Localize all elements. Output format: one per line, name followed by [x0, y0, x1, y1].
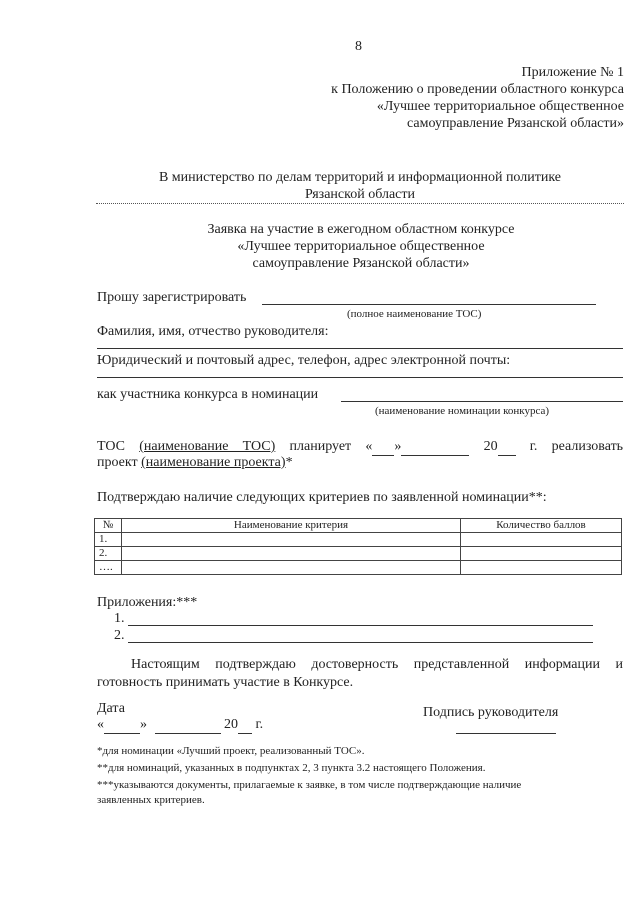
criteria-row-score-cell[interactable] — [461, 533, 622, 547]
criteria-header-name: Наименование критерия — [122, 519, 461, 533]
register-hint: (полное наименование ТОС) — [347, 308, 482, 320]
attachment-item-2-field[interactable] — [128, 642, 593, 643]
criteria-row-number: …. — [95, 561, 122, 575]
date-year-prefix: 20 — [224, 717, 238, 732]
appendix-line-2: к Положению о проведении областного конкурса — [331, 82, 624, 97]
plan-year — [484, 439, 516, 454]
appendix-line-3: «Лучшее территориальное общественное — [376, 99, 624, 114]
criteria-header-row — [95, 519, 622, 533]
tos-full-name-field[interactable] — [262, 304, 596, 305]
plan-project-name: (наименование проекта) — [141, 455, 286, 470]
plan-plans: планирует — [289, 439, 352, 454]
plan-day-field[interactable] — [372, 438, 394, 456]
signature-field[interactable] — [456, 733, 556, 734]
title-line-3: самоуправление Рязанской области» — [252, 256, 470, 271]
address-field[interactable] — [97, 377, 623, 378]
criteria-row-score-cell[interactable] — [461, 561, 622, 575]
attachment-item-2-number: 2. — [114, 628, 125, 643]
table-row — [95, 533, 622, 547]
confirm-line-1: Настоящим подтверждаю достоверность представленной информации и — [131, 657, 623, 672]
criteria-table — [94, 518, 622, 575]
date-quote-open: « — [97, 717, 104, 732]
addressee-underline — [96, 203, 624, 204]
date-year-field[interactable] — [238, 716, 252, 734]
date-day-field[interactable] — [104, 716, 140, 734]
date-quote-close: » — [140, 717, 147, 732]
plan-tos: ТОС — [97, 439, 125, 454]
plan-quote-close: » — [394, 439, 402, 454]
head-name-field[interactable] — [97, 348, 623, 349]
signature-label: Подпись руководителя — [423, 705, 559, 720]
plan-project-word: проект — [97, 455, 138, 470]
date-line — [97, 716, 263, 734]
attachment-item-1-field[interactable] — [128, 625, 593, 626]
plan-mark: * — [285, 455, 293, 470]
criteria-row-name-cell[interactable] — [122, 561, 461, 575]
criteria-row-score-cell[interactable] — [461, 547, 622, 561]
plan-implement: реализовать — [551, 439, 624, 454]
addressee-line-2: Рязанской области — [304, 187, 416, 202]
date-year-suffix: г. — [255, 717, 264, 732]
addressee — [90, 169, 630, 203]
criteria-row-number: 1. — [95, 533, 122, 547]
criteria-header-score: Количество баллов — [461, 519, 622, 533]
criteria-row-name-cell[interactable] — [122, 547, 461, 561]
plan-line-2 — [97, 454, 293, 471]
plan-tos-name: (наименование ТОС) — [139, 439, 276, 454]
criteria-header-number: № — [95, 519, 122, 533]
table-row — [95, 547, 622, 561]
page-number: 8 — [355, 39, 362, 54]
nomination-field[interactable] — [341, 401, 623, 402]
addressee-line-1: В министерство по делам территорий и информационной политике — [158, 170, 562, 185]
plan-quote-open: « — [365, 439, 373, 454]
plan-date — [365, 439, 469, 454]
plan-month-field[interactable] — [401, 438, 469, 456]
nomination-label: как участника конкурса в номинации — [97, 387, 319, 402]
footnote-2: **для номинаций, указанных в подпунктах 2, 3 пункта 3.2 настоящего Положения. — [97, 762, 486, 774]
nomination-hint: (наименование номинации конкурса) — [375, 405, 550, 417]
criteria-intro: Подтверждаю наличие следующих критериев по заявленной номинации**: — [97, 490, 547, 505]
footnote-3a: ***указываются документы, прилагаемые к заявке, в том числе подтверждающие наличие — [97, 779, 522, 791]
appendix-line-4: самоуправление Рязанской области» — [407, 116, 624, 131]
address-label: Юридический и почтовый адрес, телефон, адрес электронной почты: — [97, 353, 511, 368]
head-name-label: Фамилия, имя, отчество руководителя: — [97, 324, 329, 339]
criteria-row-number: 2. — [95, 547, 122, 561]
attachment-item-1-number: 1. — [114, 611, 125, 626]
plan-year-field[interactable] — [498, 438, 516, 456]
title-line-1: Заявка на участие в ежегодном областном конкурсе — [207, 222, 515, 237]
footnote-1: *для номинации «Лучший проект, реализованный ТОС». — [97, 745, 365, 757]
footnote-3b: заявленных критериев. — [97, 794, 205, 806]
date-label: Дата — [97, 701, 125, 716]
title-line-2: «Лучшее территориальное общественное — [237, 239, 485, 254]
confirm-line-2: готовность принимать участие в Конкурсе. — [97, 675, 354, 690]
plan-year-suffix: г. — [529, 439, 538, 454]
attachments-label: Приложения:*** — [97, 595, 198, 610]
date-month-field[interactable] — [155, 716, 221, 734]
application-title — [96, 221, 626, 272]
plan-year-prefix: 20 — [483, 439, 498, 454]
criteria-row-name-cell[interactable] — [122, 533, 461, 547]
register-label: Прошу зарегистрировать — [97, 290, 247, 305]
table-row — [95, 561, 622, 575]
appendix-header — [204, 64, 624, 132]
appendix-line-1: Приложение № 1 — [521, 65, 624, 80]
